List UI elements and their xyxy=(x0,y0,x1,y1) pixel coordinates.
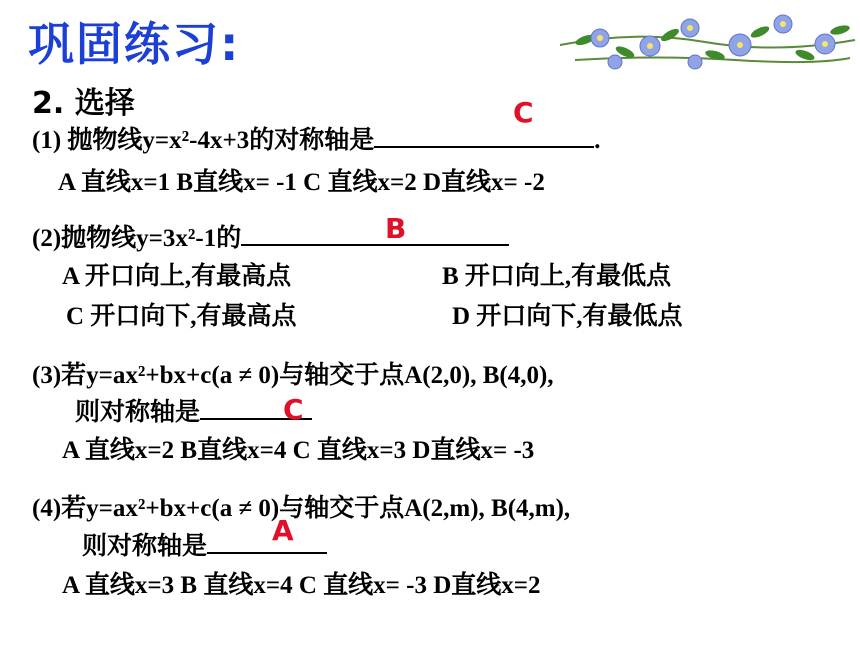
question-1-options: A 直线x=1 B直线x= -1 C 直线x=2 D直线x= -2 xyxy=(58,169,545,196)
flower-garland-icon xyxy=(555,0,860,80)
question-1-stem: (1) 抛物线y=x²-4x+3的对称轴是 . xyxy=(32,120,600,156)
question-4-answer: A xyxy=(272,514,294,547)
answer-blank xyxy=(241,222,509,246)
question-3-stem: (3)若y=ax²+bx+c(a ≠ 0)与轴交于点A(2,0), B(4,0), xyxy=(32,362,554,389)
question-4-stem-2: 则对称轴是 xyxy=(82,526,327,562)
question-2-answer: B xyxy=(385,212,407,245)
question-3-options: A 直线x=2 B直线x=4 C 直线x=3 D直线x= -3 xyxy=(62,437,535,464)
question-3-answer: C xyxy=(283,393,304,426)
page-title: 巩固练习: xyxy=(28,17,241,71)
question-2-option-a: A 开口向上,有最高点 xyxy=(62,263,292,290)
question-4-options: A 直线x=3 B 直线x=4 C 直线x= -3 D直线x=2 xyxy=(62,572,541,599)
question-4-stem: (4)若y=ax²+bx+c(a ≠ 0)与轴交于点A(2,m), B(4,m), xyxy=(32,495,571,522)
answer-blank xyxy=(374,124,594,148)
question-2-option-c: C 开口向下,有最高点 xyxy=(66,303,297,330)
question-3-stem-2: 则对称轴是 xyxy=(75,392,312,428)
section-heading: 2. 选择 xyxy=(32,86,135,121)
question-2-option-b: B 开口向上,有最低点 xyxy=(442,263,672,290)
answer-blank xyxy=(207,530,327,554)
question-1-answer: C xyxy=(513,96,534,129)
question-2-option-d: D 开口向下,有最低点 xyxy=(452,303,683,330)
question-2-stem: (2)抛物线y=3x²-1的 xyxy=(32,218,509,254)
